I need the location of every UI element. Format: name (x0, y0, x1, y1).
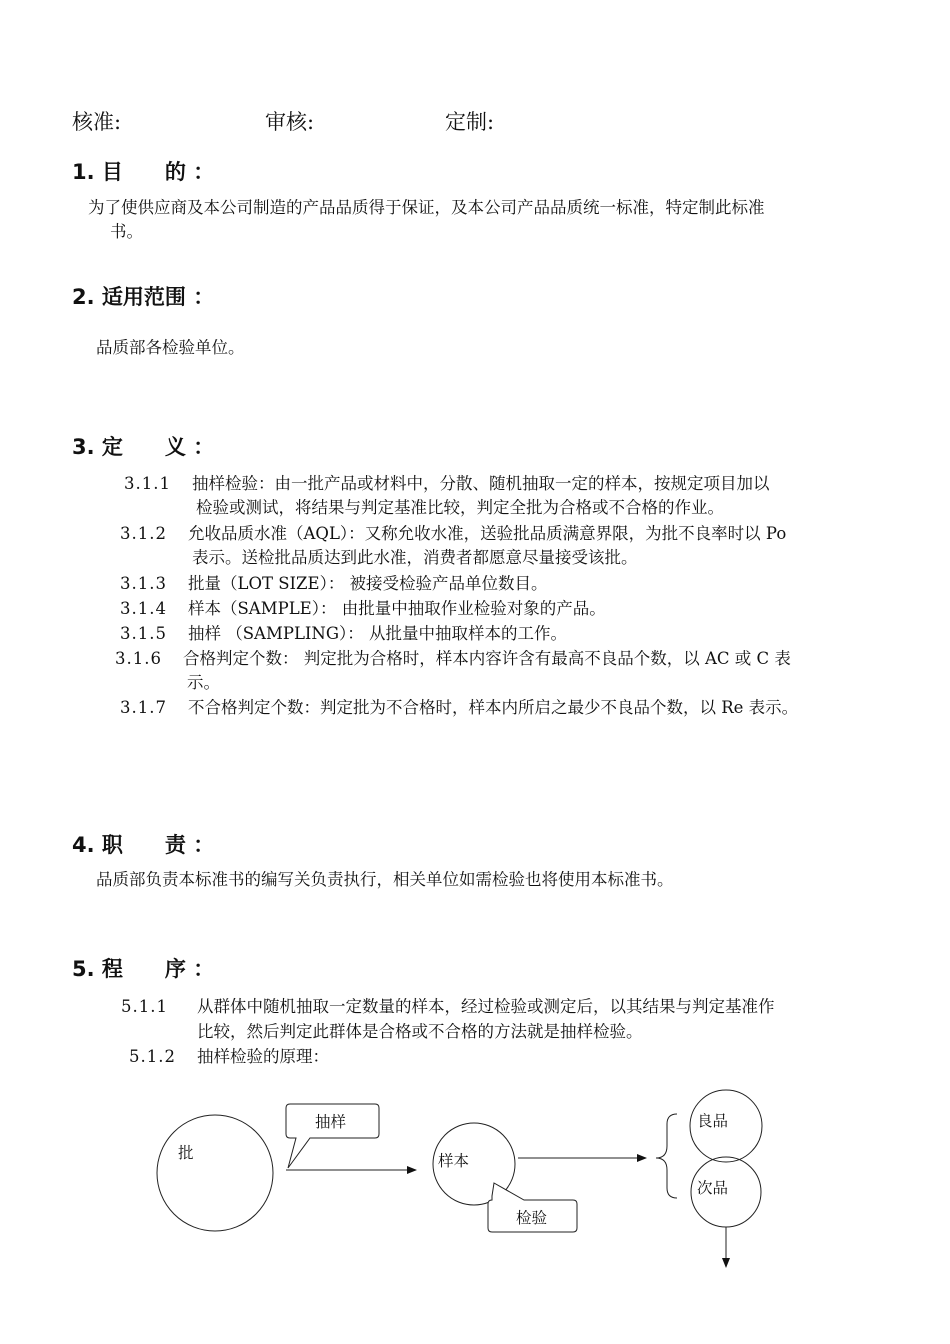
approve-label: 核准: (72, 110, 122, 134)
section-title: 目 的 ： (101, 160, 215, 184)
sampling-diagram (0, 1080, 950, 1280)
definition-text-continued: 示。 (187, 673, 220, 692)
inspection-label: 检验 (516, 1209, 548, 1227)
definition-text-continued: 表示。送检批品质达到此水准，消费者都愿意尽量接受该批。 (192, 548, 638, 567)
definition-number: 3.1.3 (120, 574, 167, 593)
section-number: 1. (72, 160, 95, 184)
definition-number: 3.1.1 (124, 474, 171, 493)
definition-text: 抽样 （SAMPLING）： 从批量中抽取样本的工作。 (188, 624, 568, 643)
purpose-body-line-1: 为了使供应商及本公司制造的产品品质得于保证，及本公司产品品质统一标准，特定制此标准 (88, 198, 765, 217)
definition-number: 3.1.2 (120, 524, 167, 543)
review-label: 审核: (265, 110, 315, 134)
section-heading-responsibility (72, 829, 214, 859)
author-label: 定制: (445, 110, 495, 134)
section-heading-definitions (72, 431, 214, 461)
responsibility-body: 品质部负责本标准书的编写关负责执行，相关单位如需检验也将使用本标准书。 (96, 870, 674, 889)
definition-text: 批量（LOT SIZE）： 被接受检验产品单位数目。 (188, 574, 548, 593)
definition-text: 抽样检验：由一批产品或材料中，分散、随机抽取一定的样本，按规定项目加以 (192, 474, 770, 493)
sampling-label: 抽样 (315, 1113, 347, 1131)
section-heading-purpose (72, 156, 214, 186)
definition-number: 3.1.7 (120, 698, 167, 717)
procedure-item (121, 993, 775, 1017)
definition-item (120, 520, 786, 544)
definition-text: 不合格判定个数：判定批为不合格时，样本内所启之最少不良品个数，以 Re 表示。 (188, 698, 799, 717)
section-number: 3. (72, 435, 95, 459)
procedure-text: 从群体中随机抽取一定数量的样本，经过检验或测定后，以其结果与判定基准作 (197, 997, 775, 1016)
definition-text: 合格判定个数： 判定批为合格时，样本内容许含有最高不良品个数，以 AC 或 C 表 (183, 649, 791, 668)
section-number: 2. (72, 285, 95, 309)
definition-item (120, 694, 798, 718)
section-heading-scope (72, 281, 214, 311)
definition-item (120, 570, 548, 594)
definition-item (120, 620, 567, 644)
procedure-text: 抽样检验的原理： (197, 1047, 329, 1066)
definition-item (124, 470, 770, 494)
section-number: 4. (72, 833, 95, 857)
procedure-item (129, 1043, 329, 1067)
sample-label: 样本 (438, 1152, 470, 1170)
section-heading-procedure (72, 953, 214, 983)
procedure-text-continued: 比较，然后判定此群体是合格或不合格的方法就是抽样检验。 (197, 1022, 643, 1041)
definition-number: 3.1.5 (120, 624, 167, 643)
definition-number: 3.1.4 (120, 599, 167, 618)
purpose-body-line-2: 书。 (110, 222, 143, 241)
result-brace (656, 1114, 677, 1198)
definition-text-continued: 检验或测试，将结果与判定基准比较，判定全批为合格或不合格的作业。 (196, 498, 724, 517)
definition-number: 3.1.6 (115, 649, 162, 668)
procedure-number: 5.1.2 (129, 1047, 176, 1066)
section-title: 适用范围 ： (101, 285, 215, 309)
section-number: 5. (72, 957, 95, 981)
section-title: 职 责 ： (101, 833, 215, 857)
definition-text: 样本（SAMPLE）： 由批量中抽取作业检验对象的产品。 (188, 599, 606, 618)
defective-label: 次品 (697, 1179, 729, 1197)
procedure-number: 5.1.1 (121, 997, 168, 1016)
scope-body: 品质部各检验单位。 (96, 338, 245, 357)
section-title: 定 义 ： (101, 435, 215, 459)
definition-item (120, 595, 606, 619)
definition-item (115, 645, 791, 669)
definition-text: 允收品质水准（AQL）：又称允收水准，送验批品质满意界限，为批不良率时以 Po (188, 524, 787, 543)
section-title: 程 序 ： (101, 957, 215, 981)
good-label: 良品 (697, 1112, 729, 1130)
lot-label: 批 (178, 1144, 194, 1162)
lot-circle (157, 1115, 273, 1231)
